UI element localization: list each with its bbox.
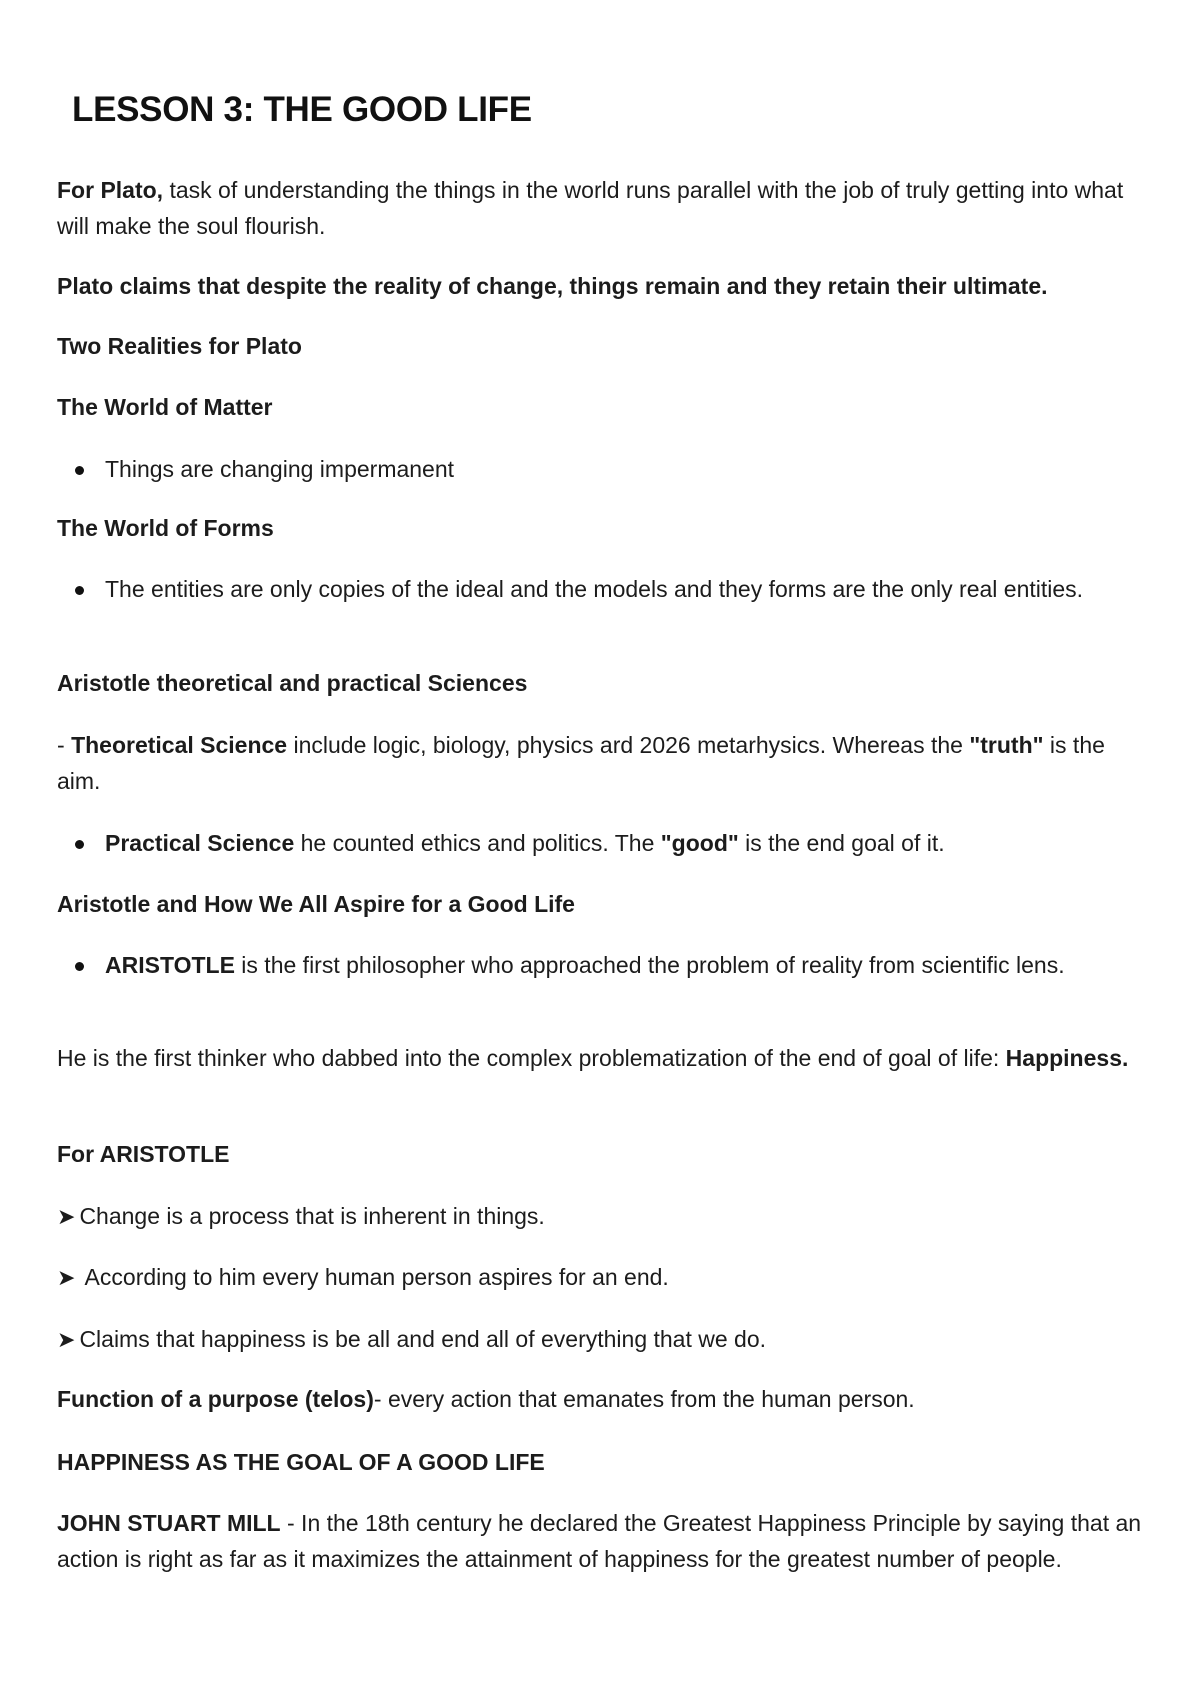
bullet-text <box>105 948 1147 982</box>
practical-science-text: he counted ethics and politics. The <box>294 830 661 856</box>
aspire-heading: Aristotle and How We All Aspire for a Good Life <box>57 891 575 917</box>
truth-term: "truth" <box>969 732 1044 758</box>
bullet-text: The entities are only copies of the ideal and the models and they forms are the only real entities. <box>105 576 1084 602</box>
good-term: "good" <box>660 830 739 856</box>
arrow-item-text: Claims that happiness is be all and end all of everything that we do. <box>79 1326 767 1352</box>
page-title: LESSON 3: THE GOOD LIFE <box>72 90 532 129</box>
aristotle-term: ARISTOTLE <box>105 952 235 978</box>
arrow-icon: ➤ <box>57 1327 76 1352</box>
dash: - <box>57 732 72 758</box>
mill-term: JOHN STUART MILL <box>57 1510 281 1536</box>
two-realities-heading: Two Realities for Plato <box>57 333 302 359</box>
mill-paragraph <box>57 1505 1147 1577</box>
bullet-text: Things are changing impermanent <box>105 456 455 482</box>
mill-text: - In the 18th century he declared the Greatest Happiness Principle by saying that an action is right as far as it maximizes the attainment of happiness for the greatest number of people. <box>57 1510 1142 1572</box>
arrow-item-1 <box>57 1198 1147 1235</box>
world-of-forms-heading: The World of Forms <box>57 515 274 541</box>
arrow-item-2 <box>57 1259 1147 1296</box>
happiness-heading: HAPPINESS AS THE GOAL OF A GOOD LIFE <box>57 1449 545 1475</box>
world-of-forms-bullet <box>57 572 1147 606</box>
aristotle-bullet <box>57 948 1147 982</box>
bullet-icon <box>75 466 84 475</box>
function-text: - every action that emanates from the human person. <box>373 1386 915 1412</box>
bullet-icon <box>75 586 84 595</box>
practical-science-term: Practical Science <box>105 830 295 856</box>
intro-paragraph <box>57 172 1147 244</box>
world-of-matter-bullet <box>57 452 1147 486</box>
first-thinker-paragraph <box>57 1040 1147 1076</box>
plato-claim: Plato claims that despite the reality of change, things remain and they retain their ultimate. <box>57 273 1048 299</box>
bullet-icon <box>75 840 84 849</box>
bullet-icon <box>75 962 84 971</box>
function-term: Function of a purpose (telos) <box>57 1386 374 1412</box>
intro-text: task of understanding the things in the world runs parallel with the job of truly getting into what will make the soul flourish. <box>57 177 1124 239</box>
first-thinker-text: He is the first thinker who dabbed into the complex problematization of the end of goal of life: <box>57 1045 1006 1071</box>
aristotle-text: is the first philosopher who approached the problem of reality from scientific lens. <box>234 952 1065 978</box>
aristotle-sciences-heading: Aristotle theoretical and practical Sciences <box>57 670 528 696</box>
arrow-item-text: Change is a process that is inherent in things. <box>79 1203 545 1229</box>
happiness-term: Happiness. <box>1005 1045 1129 1071</box>
theoretical-science-paragraph <box>57 727 1147 799</box>
intro-lead: For Plato, <box>57 177 164 203</box>
for-aristotle-heading: For ARISTOTLE <box>57 1141 230 1167</box>
world-of-matter-heading: The World of Matter <box>57 394 273 420</box>
arrow-item-3 <box>57 1321 1147 1358</box>
theoretical-science-term: Theoretical Science <box>71 732 288 758</box>
bullet-text <box>105 826 1147 860</box>
arrow-icon: ➤ <box>57 1204 76 1229</box>
practical-science-end: is the end goal of it. <box>738 830 945 856</box>
practical-science-bullet <box>57 826 1147 860</box>
theoretical-science-end: is the aim. <box>57 732 1105 794</box>
function-paragraph <box>57 1381 1147 1417</box>
theoretical-science-text: include logic, biology, physics ard 2026 metarhysics. Whereas the <box>287 732 970 758</box>
arrow-icon: ➤ <box>57 1265 76 1290</box>
arrow-item-text: According to him every human person aspires for an end. <box>79 1264 669 1290</box>
